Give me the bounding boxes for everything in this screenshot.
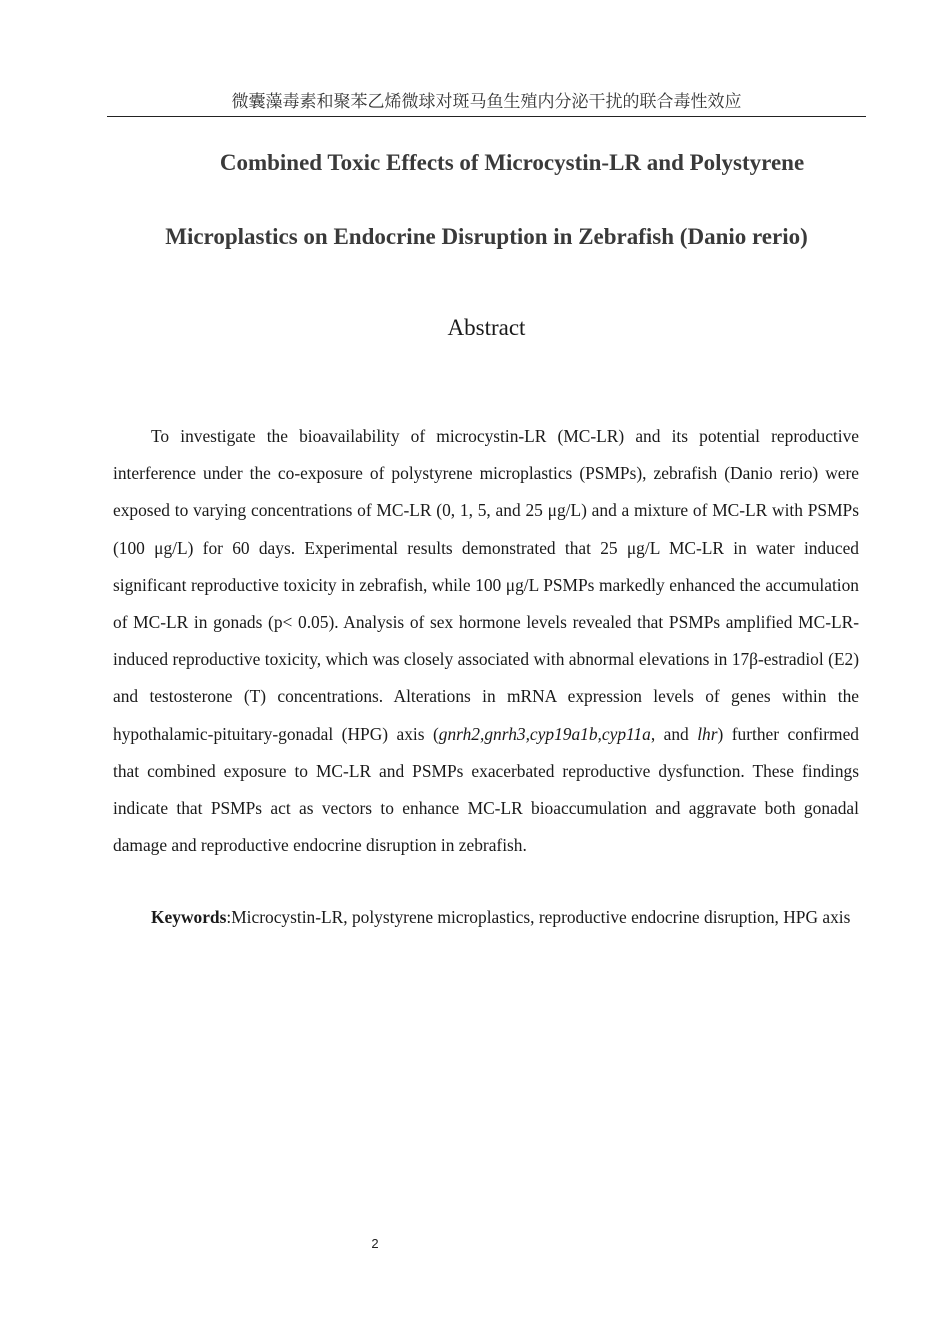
keywords-label: Keywords xyxy=(151,907,227,927)
paper-title-line-2: Microplastics on Endocrine Disruption in Zebrafish (Danio rerio) xyxy=(165,224,808,249)
keywords-paragraph xyxy=(113,899,859,936)
gene-list-separator: , and xyxy=(650,723,698,744)
keywords-separator: : xyxy=(226,907,232,927)
keywords-text: Microcystin-LR, polystyrene microplastics, reproductive endocrine disruption, HPG axis xyxy=(231,907,851,927)
gene-lhr: lhr xyxy=(697,723,718,744)
page-number: 2 xyxy=(371,1236,379,1251)
abstract-heading: Abstract xyxy=(447,315,526,340)
running-header xyxy=(107,90,866,117)
running-header-title: 微囊藻毒素和聚苯乙烯微球对斑马鱼生殖内分泌干扰的联合毒性效应 xyxy=(231,92,742,112)
abstract-text-part-1: To investigate the bioavailability of microcystin-LR (MC-LR) and its potential reproductive interference under the co-exposure of polystyrene microplastics (PSMPs), zebrafish (Danio rerio) were exposed to varying concentrations of MC-LR (0, 1, 5, and 25 μg/L) and a mixture of MC-LR with PSMPs (100 μg/L) for 60 days. Experimental results demonstrated that 25 μg/L MC-LR in water induced significant reproductive toxicity in zebrafish, while 100 μg/L PSMPs markedly enhanced the accumulation of MC-LR in gonads (p< 0.05). Analysis of sex hormone levels revealed that PSMPs amplified MC-LR-induced reproductive toxicity, which was closely associated with abnormal elevations in 17β-estradiol (E2) and testosterone (T) concentrations. Alterations in mRNA expression levels of genes within the hypothalamic-pituitary-gonadal (HPG) axis ( xyxy=(113,426,859,744)
paper-title-line-1: Combined Toxic Effects of Microcystin-LR and Polystyrene xyxy=(219,150,805,175)
gene-list: gnrh2,gnrh3,cyp19a1b,cyp11a xyxy=(438,723,651,744)
abstract-paragraph xyxy=(113,418,859,864)
abstract-text-part-2: ) further confirmed that combined exposure to MC-LR and PSMPs exacerbated reproductive dysfunction. These findings indicate that PSMPs act as vectors to enhance MC-LR bioaccumulation and aggravate both gonadal damage and reproductive endocrine disruption in zebrafish. xyxy=(113,723,859,856)
